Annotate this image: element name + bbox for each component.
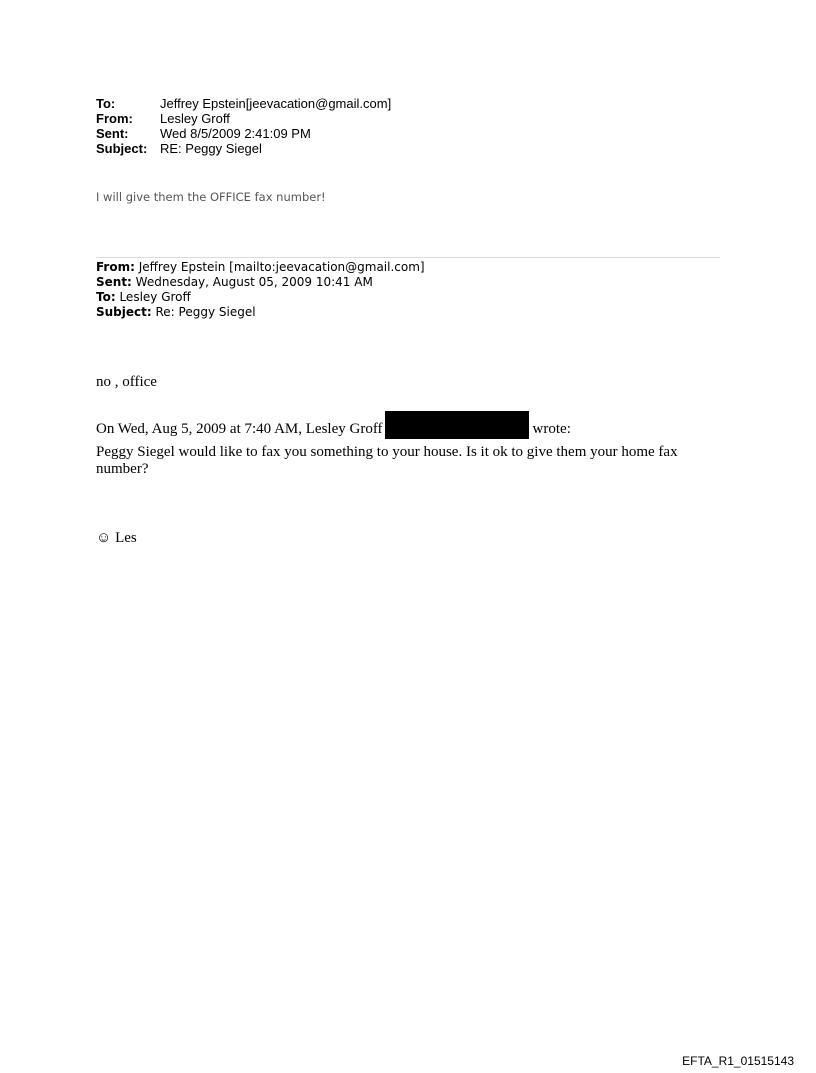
sent-value: Wed 8/5/2009 2:41:09 PM [160,126,311,141]
body-line-office: no , office [96,374,157,390]
body-line-signature: ☺ Les [96,530,137,546]
header-to-row [96,96,391,111]
fwd-subject-value: Re: Peggy Siegel [151,305,256,319]
quote-wrote-text: wrote: [532,421,571,437]
fwd-to-label: To: [96,290,116,304]
document-id: EFTA_R1_01515143 [682,1054,794,1068]
body-line-quote-intro [96,411,571,439]
from-label: From: [96,111,133,126]
subject-value: RE: Peggy Siegel [160,141,262,156]
fwd-to-row [96,290,425,305]
redaction-block [385,411,529,439]
header-from-row [96,111,391,126]
fwd-sent-value: Wednesday, August 05, 2009 10:41 AM [131,275,373,289]
fwd-subject-row [96,305,425,320]
fwd-subject-label: Subject: [96,305,152,319]
header-sent-row [96,126,391,141]
from-value: Lesley Groff [160,111,230,126]
fwd-from-value: Jeffrey Epstein [mailto:jeevacation@gmail.com] [134,260,425,274]
fwd-sent-row [96,275,425,290]
to-label: To: [96,96,116,111]
email-header [96,96,391,156]
subject-label: Subject: [96,141,148,156]
fwd-sent-label: Sent: [96,275,132,289]
body-line-request: Peggy Siegel would like to fax you something to your house. Is it ok to give them your home fax number? [96,444,678,477]
fwd-to-value: Lesley Groff [115,290,191,304]
forwarded-header [96,260,425,320]
fwd-from-row [96,260,425,275]
reply-text: I will give them the OFFICE fax number! [96,190,326,204]
quote-intro-text: On Wed, Aug 5, 2009 at 7:40 AM, Lesley Groff [96,421,383,437]
divider-line [96,257,720,258]
header-subject-row [96,141,391,156]
fwd-from-label: From: [96,260,135,274]
sent-label: Sent: [96,126,129,141]
to-value: Jeffrey Epstein[jeevacation@gmail.com] [160,96,392,111]
